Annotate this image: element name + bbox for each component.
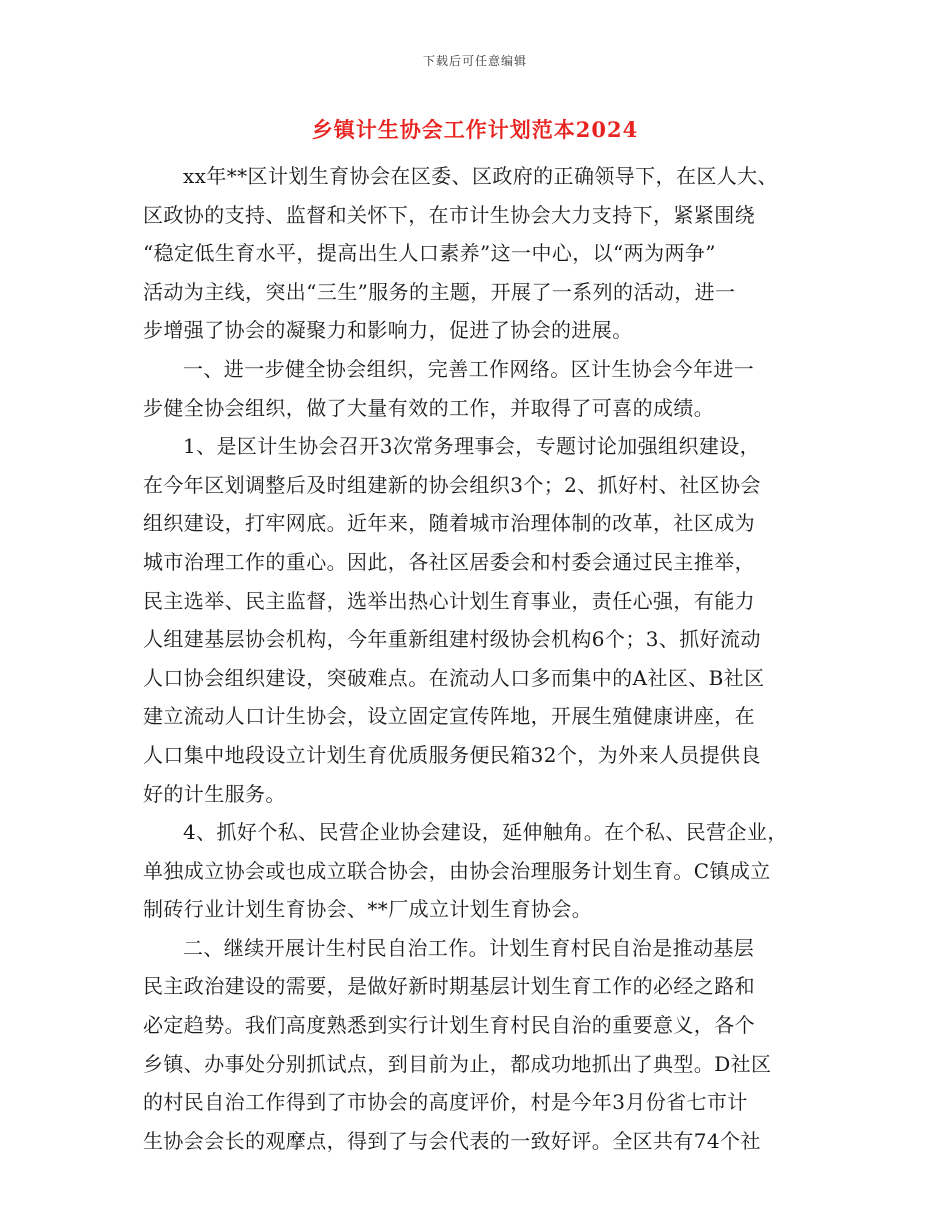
paragraph-line: 步健全协会组织，做了大量有效的工作，并取得了可喜的成绩。 bbox=[143, 395, 715, 420]
paragraph-line: 1、是区计生协会召开3次常务理事会，专题讨论加强组织建设， bbox=[183, 434, 761, 459]
paragraph-line: 生协会会长的观摩点，得到了与会代表的一致好评。全区共有74个社 bbox=[143, 1128, 761, 1153]
paragraph-line: 在今年区划调整后及时组建新的协会组织3个；2、抓好村、社区协会 bbox=[143, 472, 761, 497]
paragraph-line: 必定趋势。我们高度熟悉到实行计划生育村民自治的重要意义，各个 bbox=[143, 1013, 755, 1038]
paragraph-line: 步增强了协会的凝聚力和影响力，促进了协会的进展。 bbox=[143, 318, 633, 343]
paragraph-line: 制砖行业计划生育协会、**厂成立计划生育协会。 bbox=[143, 897, 593, 922]
paragraph-line: “稳定低生育水平，提高出生人口素养”这一中心，以“两为两争” bbox=[143, 241, 716, 266]
paragraph-line: 人口协会组织建设，突破难点。在流动人口多而集中的A社区、B社区 bbox=[143, 665, 765, 690]
paragraph-line: 人口集中地段设立计划生育优质服务便民箱32个，为外来人员提供良 bbox=[143, 742, 761, 767]
header-note: 下载后可任意编辑 bbox=[422, 54, 527, 68]
document-title: 乡镇计生协会工作计划范本2024 bbox=[311, 117, 639, 142]
paragraph-line: 组织建设，打牢网底。近年来，随着城市治理体制的改革，社区成为 bbox=[143, 511, 755, 536]
paragraph-line: 4、抓好个私、民营企业协会建设，延伸触角。在个私、民营企业， bbox=[183, 820, 788, 845]
paragraph-line: 区政协的支持、监督和关怀下，在市计生协会大力支持下，紧紧围绕 bbox=[143, 202, 755, 227]
paragraph-line: 建立流动人口计生协会，设立固定宣传阵地，开展生殖健康讲座，在 bbox=[143, 704, 755, 729]
paragraph-line: 乡镇、办事处分别抓试点，到目前为止，都成功地抓出了典型。D社区 bbox=[143, 1051, 772, 1076]
paragraph-line: 民主政治建设的需要，是做好新时期基层计划生育工作的必经之路和 bbox=[143, 974, 755, 999]
paragraph-line: 二、继续开展计生村民自治工作。计划生育村民自治是推动基层 bbox=[183, 935, 755, 960]
paragraph-line: 民主选举、民主监督，选举出热心计划生育事业，责任心强，有能力 bbox=[143, 588, 755, 613]
paragraph-line: 的村民自治工作得到了市协会的高度评价，村是今年3月份省七市计 bbox=[143, 1090, 748, 1115]
paragraph-line: 好的计生服务。 bbox=[143, 781, 286, 806]
paragraph-line: 人组建基层协会机构，今年重新组建村级协会机构6个；3、抓好流动 bbox=[143, 627, 761, 652]
paragraph-line: 活动为主线，突出“三生”服务的主题，开展了一系列的活动，进一 bbox=[143, 279, 736, 304]
paragraph-line: 一、进一步健全协会组织，完善工作网络。区计生协会今年进一 bbox=[183, 356, 755, 381]
paragraph-line: xx年**区计划生育协会在区委、区政府的正确领导下，在区人大、 bbox=[183, 164, 778, 188]
paragraph-line: 单独成立协会或也成立联合协会，由协会治理服务计划生育。C镇成立 bbox=[143, 858, 771, 883]
document-body bbox=[143, 157, 823, 1160]
paragraph-line: 城市治理工作的重心。因此，各社区居委会和村委会通过民主推举， bbox=[143, 549, 755, 574]
